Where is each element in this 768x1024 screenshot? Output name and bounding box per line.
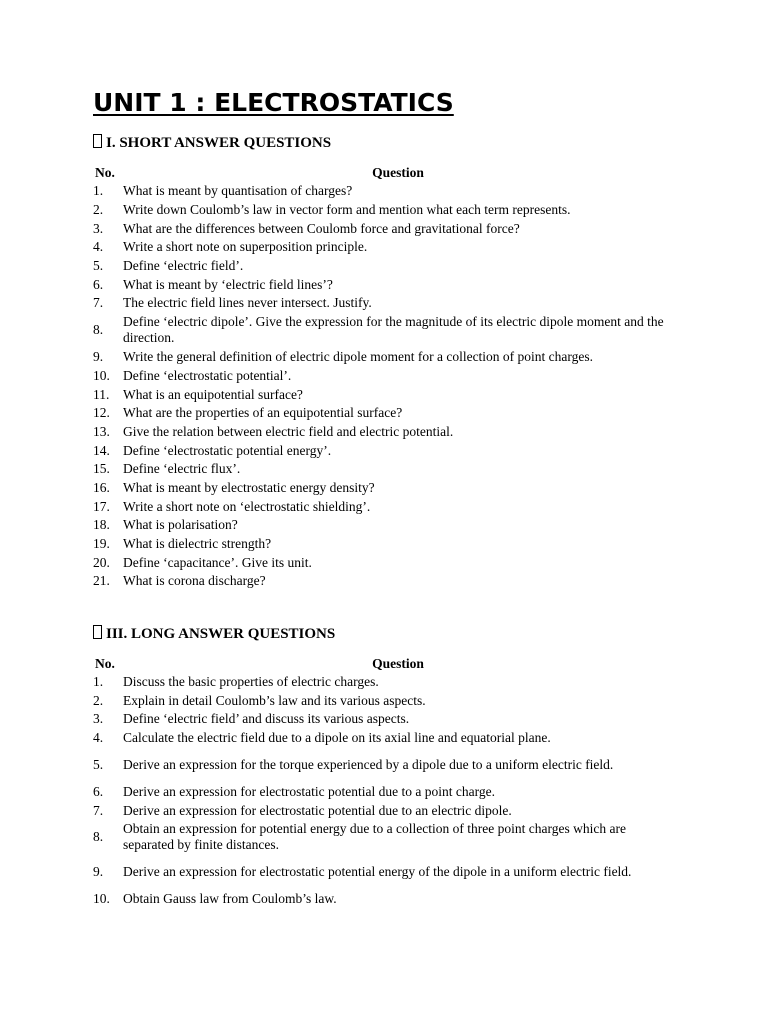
- long-answer-heading-text: III. LONG ANSWER QUESTIONS: [106, 625, 336, 642]
- question-number: 13.: [93, 423, 110, 439]
- question-number: 18.: [93, 517, 110, 533]
- question-text: Derive an expression for the torque experienced by a dipole due to a uniform electric field.: [123, 757, 614, 772]
- column-header-question: Question: [372, 165, 424, 180]
- table-row: [93, 783, 673, 802]
- table-row: [93, 238, 673, 257]
- table-row: [93, 275, 673, 294]
- question-text: What are the properties of an equipotential surface?: [123, 405, 403, 421]
- question-number: 11.: [93, 386, 110, 402]
- question-number: 5.: [93, 258, 104, 274]
- table-row: [93, 219, 673, 238]
- question-text: Give the relation between electric field and electric potential.: [123, 423, 454, 439]
- question-text: Write down Coulomb’s law in vector form and mention what each term represents.: [123, 202, 571, 218]
- question-number: 8.: [93, 322, 104, 338]
- table-row: [93, 441, 673, 460]
- table-row: [93, 182, 673, 201]
- question-number: 8.: [93, 829, 104, 845]
- table-row: [93, 516, 673, 535]
- table-row: [93, 313, 673, 348]
- question-text: Calculate the electric field due to a dipole on its axial line and equatorial plane.: [123, 730, 551, 746]
- question-number: 7.: [93, 802, 104, 818]
- question-number: 15.: [93, 461, 110, 477]
- question-text: The electric field lines never intersect. Justify.: [123, 295, 372, 311]
- question-number: 4.: [93, 239, 104, 255]
- question-text: Derive an expression for electrostatic potential energy of the dipole in a uniform electric field.: [123, 864, 632, 880]
- question-number: 10.: [93, 367, 110, 383]
- question-text: What is meant by ‘electric field lines’?: [123, 276, 333, 292]
- question-number: 9.: [93, 349, 104, 365]
- checkbox-icon: [93, 625, 102, 639]
- table-row: [93, 801, 673, 820]
- short-answer-table: [93, 163, 673, 591]
- question-text: Derive an expression for electrostatic potential due to an electric dipole.: [123, 802, 512, 818]
- table-row: [93, 890, 673, 909]
- short-answer-heading-text: I. SHORT ANSWER QUESTIONS: [106, 135, 332, 151]
- question-text: What are the differences between Coulomb force and gravitational force?: [123, 220, 520, 236]
- question-text: Define ‘electrostatic potential’.: [123, 367, 292, 383]
- question-text: Define ‘electrostatic potential energy’.: [123, 442, 332, 458]
- question-number: 9.: [93, 864, 104, 880]
- question-text: Define ‘electric flux’.: [123, 461, 241, 477]
- question-number: 14.: [93, 442, 110, 458]
- question-number: 6.: [93, 783, 104, 799]
- question-text: Write a short note on ‘electrostatic shielding’.: [123, 498, 371, 514]
- table-row: [93, 748, 673, 783]
- question-number: 3.: [93, 711, 104, 727]
- question-text: What is dielectric strength?: [123, 536, 272, 552]
- document-page: [93, 86, 673, 909]
- question-text: Define ‘electric dipole’. Give the expression for the magnitude of its electric dipole moment and the direction.: [123, 314, 664, 346]
- table-row: [93, 404, 673, 423]
- table-row: [93, 691, 673, 710]
- question-number: 1.: [93, 674, 104, 690]
- question-text: Define ‘capacitance’. Give its unit.: [123, 554, 312, 570]
- question-text: What is meant by electrostatic energy density?: [123, 479, 375, 495]
- table-row: [93, 294, 673, 313]
- column-header-question: Question: [372, 655, 424, 671]
- question-text: Define ‘electric field’.: [123, 258, 244, 274]
- question-number: 2.: [93, 202, 104, 218]
- question-number: 6.: [93, 276, 104, 292]
- table-row: [93, 201, 673, 220]
- checkbox-icon: [93, 134, 102, 148]
- short-answer-rows: [93, 182, 673, 591]
- question-text: Discuss the basic properties of electric charges.: [123, 674, 379, 690]
- table-row: [93, 479, 673, 498]
- long-answer-table: [93, 654, 673, 909]
- question-text: Write a short note on superposition principle.: [123, 239, 368, 255]
- question-text: Obtain Gauss law from Coulomb’s law.: [123, 891, 337, 907]
- question-number: 16.: [93, 479, 110, 495]
- question-text: Derive an expression for electrostatic potential due to a point charge.: [123, 783, 495, 799]
- table-row: [93, 729, 673, 748]
- table-header-row: [93, 163, 673, 182]
- question-text: What is meant by quantisation of charges?: [123, 183, 353, 199]
- table-row: [93, 572, 673, 591]
- table-row: [93, 820, 673, 855]
- question-number: 5.: [93, 757, 104, 772]
- table-row: [93, 673, 673, 692]
- question-number: 17.: [93, 498, 110, 514]
- table-row: [93, 367, 673, 386]
- question-number: 1.: [93, 183, 104, 199]
- question-number: 7.: [93, 295, 104, 311]
- question-number: 20.: [93, 554, 110, 570]
- table-row: [93, 535, 673, 554]
- question-number: 3.: [93, 220, 104, 236]
- table-row: [93, 257, 673, 276]
- question-text: Write the general definition of electric dipole moment for a collection of point charges.: [123, 349, 594, 365]
- question-number: 19.: [93, 536, 110, 552]
- question-text: Define ‘electric field’ and discuss its various aspects.: [123, 711, 410, 727]
- table-row: [93, 348, 673, 367]
- question-text: What is corona discharge?: [123, 573, 266, 589]
- question-number: 10.: [93, 891, 110, 907]
- table-row: [93, 855, 673, 890]
- long-answer-rows: [93, 673, 673, 909]
- question-text: Obtain an expression for potential energy due to a collection of three point charges which are separated by finite distances.: [123, 821, 626, 853]
- unit-title: UNIT 1 : ELECTROSTATICS: [93, 88, 454, 117]
- table-row: [93, 497, 673, 516]
- question-text: What is an equipotential surface?: [123, 386, 303, 402]
- question-number: 4.: [93, 730, 104, 746]
- table-row: [93, 553, 673, 572]
- question-text: What is polarisation?: [123, 517, 238, 533]
- long-answer-heading: [93, 624, 673, 644]
- question-number: 21.: [93, 573, 110, 589]
- question-text: Explain in detail Coulomb’s law and its various aspects.: [123, 692, 426, 708]
- question-number: 2.: [93, 692, 104, 708]
- question-number: 12.: [93, 405, 110, 421]
- short-answer-heading: [93, 133, 673, 153]
- table-row: [93, 710, 673, 729]
- table-row: [93, 423, 673, 442]
- table-row: [93, 385, 673, 404]
- table-row: [93, 460, 673, 479]
- column-header-no: No.: [95, 655, 115, 671]
- column-header-no: No.: [95, 165, 115, 180]
- table-header-row: [93, 654, 673, 673]
